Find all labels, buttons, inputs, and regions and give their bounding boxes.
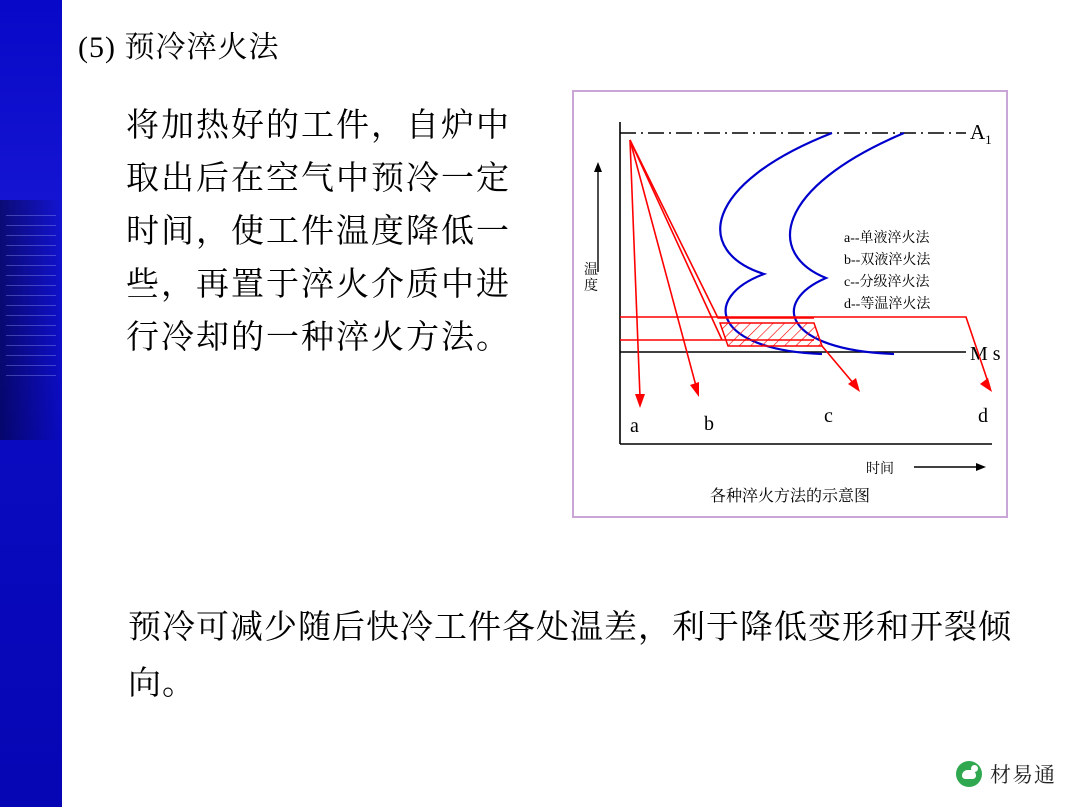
legend-item-0: a--单液淬火法 xyxy=(844,231,930,246)
figure-caption: 各种淬火方法的示意图 xyxy=(709,488,870,505)
legend-item-1: b--双液淬火法 xyxy=(844,253,931,268)
ms-line-label: M s xyxy=(970,343,1001,365)
legend-item-2: c--分级淬火法 xyxy=(844,275,930,290)
y-axis-label: 温度 xyxy=(584,263,598,294)
logo-text: 材易通 xyxy=(990,763,1056,787)
leaf-circle-icon xyxy=(956,761,982,787)
curve-label-b: b xyxy=(704,413,714,435)
left-decorative-bar xyxy=(0,0,62,807)
curve-label-c: c xyxy=(824,405,833,427)
quenching-diagram xyxy=(574,92,1006,516)
a1-line-label: $A_1$ xyxy=(970,120,992,147)
curve-label-d: d xyxy=(978,405,988,427)
watermark-logo xyxy=(956,759,1056,789)
figure-panel xyxy=(572,90,1008,518)
legend-item-3: d--等温淬火法 xyxy=(844,297,931,312)
body-paragraph: 将加热好的工件，自炉中取出后在空气中预冷一定时间，使工件温度降低一些，再置于淬火介质中进行冷却的一种淬火方法。 xyxy=(126,108,511,356)
x-axis-label: 时间 xyxy=(866,462,894,477)
left-bar-streaks xyxy=(6,215,56,425)
bottom-paragraph: 预冷可减少随后快冷工件各处温差，利于降低变形和开裂倾向。 xyxy=(128,610,1012,702)
curve-label-a: a xyxy=(630,415,639,437)
page-title: (5) 预冷淬火法 xyxy=(78,31,280,64)
